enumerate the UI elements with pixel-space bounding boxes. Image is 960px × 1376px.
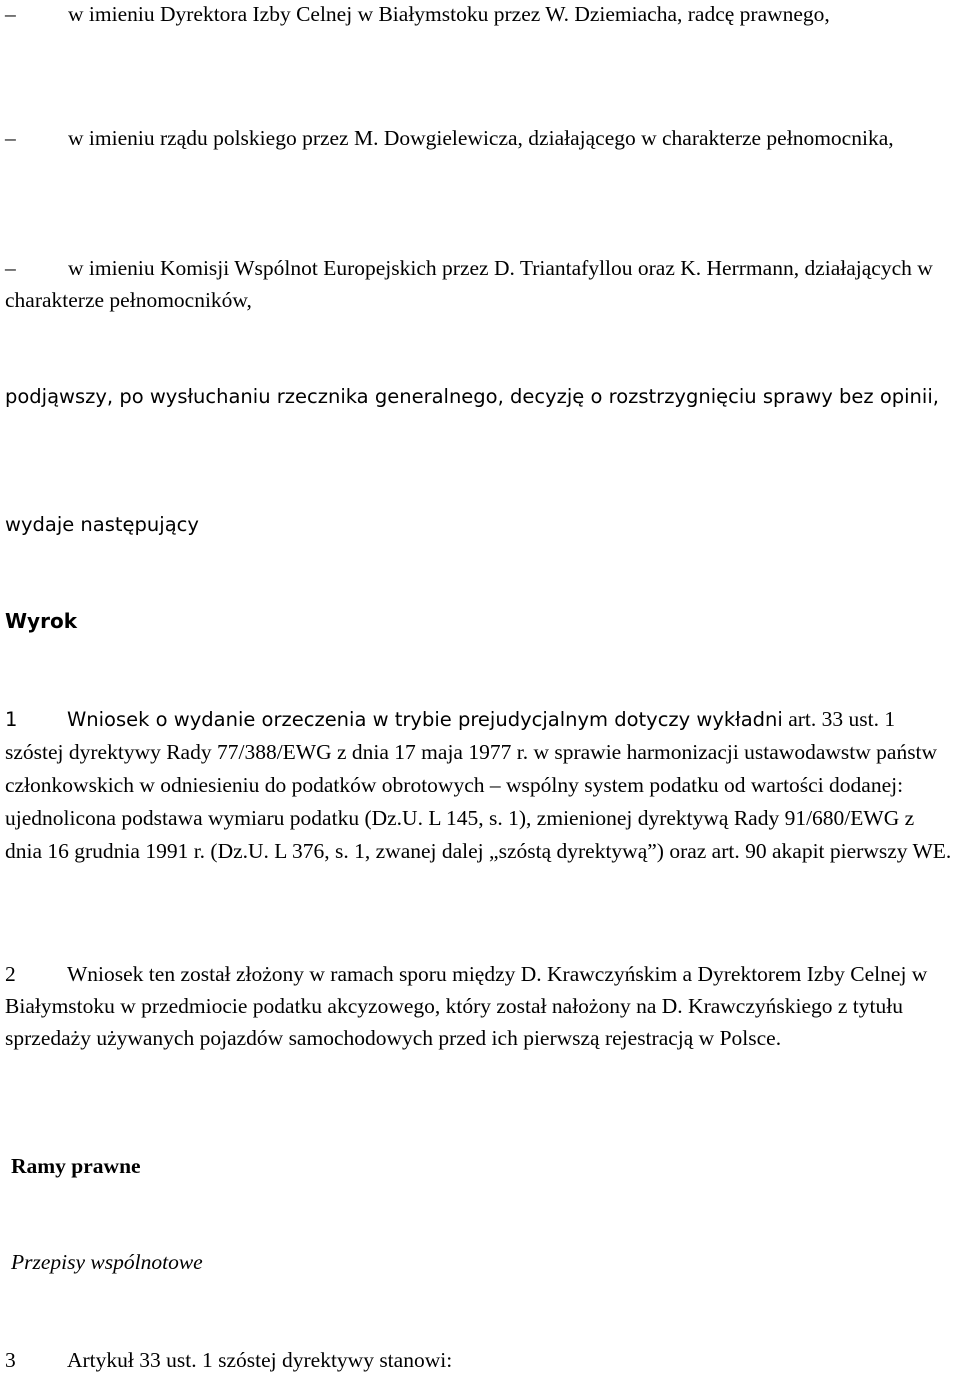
paragraph-2 (5, 958, 954, 1054)
issues-line: wydaje następujący (5, 513, 199, 536)
community-law-heading: Przepisy wspólnotowe (11, 1250, 203, 1274)
paragraph-body: art. 33 ust. 1 szóstej dyrektywy Rady 77/388/EWG z dnia 17 maja 1977 r. w sprawie harmonizacji ustawodawstw państw członkowskich w odniesieniu do podatków obrotowych – wspólny system podatku od wartości dodanej: ujednolicona podstawa wymiaru podatku (Dz.U. L 145, s. 1), zmienionej dyrektywą Rady 91/680/EWG z dnia 16 grudnia 1991 r. (Dz.U. L 376, s. 1, zwanej dalej „szóstą dyrektywą”) oraz art. 90 akapit pierwszy WE. (5, 707, 952, 863)
paragraph-3 (5, 1344, 954, 1376)
dash-marker: – (5, 256, 16, 280)
paragraph-lead: Wniosek o wydanie orzeczenia w trybie prejudycjalnym dotyczy wykładni (67, 708, 783, 731)
representative-text: w imieniu Dyrektora Izby Celnej w Białymstoku przez W. Dziemiacha, radcę prawnego, (68, 2, 830, 26)
paragraph-1 (5, 704, 954, 869)
paragraph-number: 3 (5, 1348, 16, 1372)
representative-item (5, 252, 954, 316)
dash-marker: – (5, 126, 16, 150)
paragraph-number: 1 (5, 708, 18, 731)
paragraph-text: Artykuł 33 ust. 1 szóstej dyrektywy stanowi: (67, 1348, 453, 1372)
legal-framework-heading: Ramy prawne (11, 1154, 141, 1178)
paragraph-number: 2 (5, 962, 16, 986)
dash-marker: – (5, 2, 16, 26)
paragraph-text: Wniosek ten został złożony w ramach sporu między D. Krawczyńskim a Dyrektorem Izby Celnej w Białymstoku w przedmiocie podatku akcyzowego, który został nałożony na D. Krawczyńskiego z tytułu sprzedaży używanych pojazdów samochodowych przed ich pierwszą rejestracją w Polsce. (5, 962, 928, 1050)
decision-paragraph: podjąwszy, po wysłuchaniu rzecznika generalnego, decyzję o rozstrzygnięciu sprawy bez opinii, (5, 385, 939, 408)
representative-text: w imieniu Komisji Wspólnot Europejskich przez D. Triantafyllou oraz K. Herrmann, działających w charakterze pełnomocników, (5, 256, 933, 312)
representative-item (5, 122, 954, 154)
judgment-heading: Wyrok (5, 609, 78, 633)
representative-text: w imieniu rządu polskiego przez M. Dowgielewicza, działającego w charakterze pełnomocnika, (68, 126, 894, 150)
representative-item (5, 0, 954, 30)
